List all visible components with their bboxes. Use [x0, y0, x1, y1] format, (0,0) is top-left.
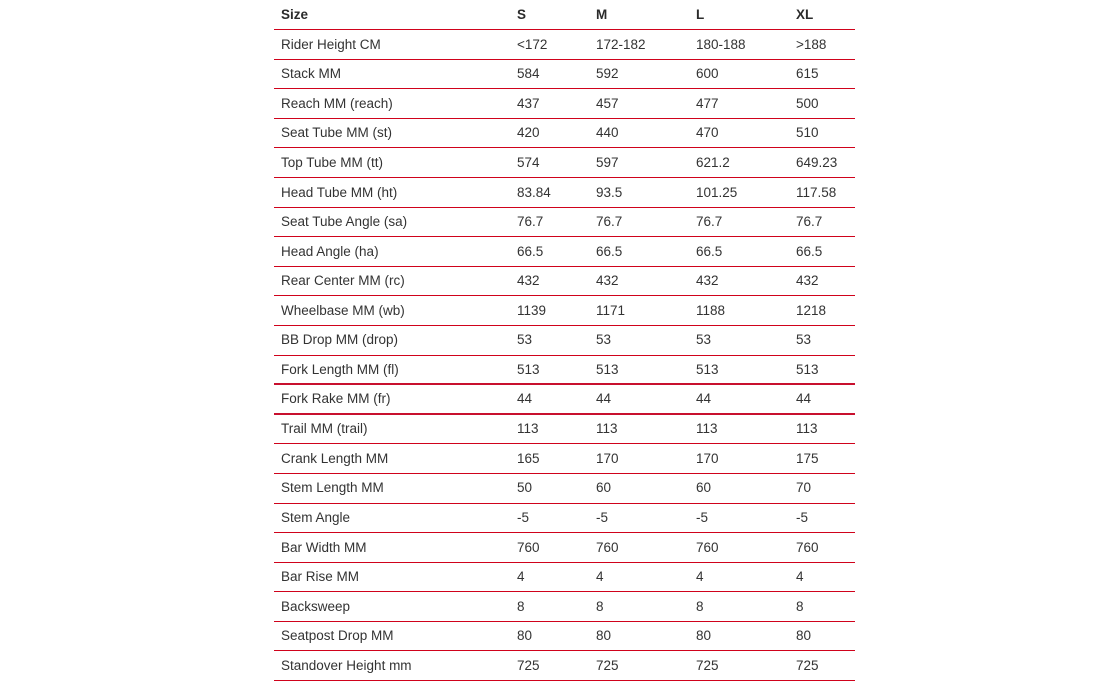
row-value: 725	[596, 658, 619, 674]
table-row	[274, 563, 855, 593]
row-label: Standover Height mm	[281, 658, 412, 674]
row-value: 70	[796, 480, 812, 496]
row-label: Seatpost Drop MM	[281, 628, 394, 644]
row-value: 83.84	[517, 184, 551, 200]
row-value: 113	[596, 421, 618, 437]
row-value: 760	[596, 539, 619, 555]
row-label: Rider Height CM	[281, 36, 381, 52]
row-value: 76.7	[517, 214, 544, 230]
row-label: Fork Length MM (fl)	[281, 361, 399, 377]
row-value: 760	[796, 539, 819, 555]
row-value: 50	[517, 480, 533, 496]
row-value: 725	[696, 658, 719, 674]
row-value: 4	[596, 569, 604, 585]
table-row	[274, 89, 855, 119]
header-size: Size	[281, 6, 309, 22]
row-value: 44	[696, 391, 712, 407]
row-value: 437	[517, 95, 540, 111]
row-label: Head Tube MM (ht)	[281, 184, 398, 200]
table-row	[274, 504, 855, 534]
row-label: Wheelbase MM (wb)	[281, 302, 405, 318]
row-value: 760	[517, 539, 540, 555]
row-label: Stem Length MM	[281, 480, 384, 496]
row-value: 66.5	[696, 243, 723, 259]
table-row	[274, 651, 855, 681]
table-row	[274, 533, 855, 563]
row-value: 113	[696, 421, 718, 437]
table-row	[274, 267, 855, 297]
table-row	[274, 444, 855, 474]
header-l: L	[696, 6, 705, 22]
row-value: 60	[596, 480, 612, 496]
row-value: 420	[517, 125, 540, 141]
table-row	[274, 296, 855, 326]
table-row	[274, 30, 855, 60]
row-value: <172	[517, 36, 548, 52]
row-label: Trail MM (trail)	[281, 421, 368, 437]
table-row	[274, 592, 855, 622]
row-value: 597	[596, 154, 619, 170]
row-value: -5	[596, 510, 609, 526]
row-value: 725	[796, 658, 819, 674]
row-value: 113	[796, 421, 818, 437]
row-value: 432	[517, 273, 540, 289]
row-value: 165	[517, 450, 540, 466]
row-value: 600	[696, 66, 719, 82]
row-value: 615	[796, 66, 819, 82]
row-value: 470	[696, 125, 719, 141]
row-value: 513	[596, 361, 619, 377]
table-row	[274, 622, 855, 652]
row-value: 66.5	[517, 243, 544, 259]
row-value: 4	[796, 569, 804, 585]
row-value: 457	[596, 95, 619, 111]
row-label: Reach MM (reach)	[281, 95, 393, 111]
row-label: Stack MM	[281, 66, 342, 82]
row-value: 53	[596, 332, 612, 348]
row-value: 170	[696, 450, 719, 466]
row-label: Rear Center MM (rc)	[281, 273, 405, 289]
table-row	[274, 474, 855, 504]
row-value: 500	[796, 95, 819, 111]
row-label: Backsweep	[281, 598, 351, 614]
row-value: 93.5	[596, 184, 623, 200]
row-value: 180-188	[696, 36, 746, 52]
row-value: 1171	[596, 302, 626, 318]
row-value: 101.25	[696, 184, 738, 200]
row-value: 513	[696, 361, 719, 377]
row-value: 1218	[796, 302, 827, 318]
row-value: 76.7	[596, 214, 623, 230]
header-m: M	[596, 6, 608, 22]
row-value: 584	[517, 66, 540, 82]
row-value: 513	[796, 361, 819, 377]
row-value: 66.5	[596, 243, 623, 259]
header-xl: XL	[796, 6, 814, 22]
row-value: 4	[696, 569, 704, 585]
row-value: 44	[517, 391, 533, 407]
table-row	[274, 356, 855, 386]
row-value: 76.7	[696, 214, 723, 230]
row-value: 60	[696, 480, 712, 496]
row-value: 513	[517, 361, 540, 377]
row-label: Top Tube MM (tt)	[281, 154, 384, 170]
row-value: 170	[596, 450, 619, 466]
row-value: >188	[796, 36, 827, 52]
row-value: 477	[696, 95, 719, 111]
table-row	[274, 415, 855, 445]
row-value: 592	[596, 66, 619, 82]
row-value: 4	[517, 569, 525, 585]
row-value: 8	[796, 598, 804, 614]
table-row	[274, 119, 855, 149]
table-row	[274, 208, 855, 238]
row-value: 760	[696, 539, 719, 555]
row-value: 8	[696, 598, 704, 614]
table-body	[274, 30, 855, 681]
row-value: 66.5	[796, 243, 823, 259]
row-value: 725	[517, 658, 540, 674]
row-value: 8	[596, 598, 604, 614]
table-row	[274, 178, 855, 208]
row-label: BB Drop MM (drop)	[281, 332, 399, 348]
row-value: -5	[796, 510, 809, 526]
row-value: 432	[796, 273, 819, 289]
table-row	[274, 60, 855, 90]
row-value: 649.23	[796, 154, 838, 170]
row-label: Crank Length MM	[281, 450, 389, 466]
row-value: 53	[796, 332, 812, 348]
row-value: 113	[517, 421, 539, 437]
row-value: 8	[517, 598, 525, 614]
row-value: 621.2	[696, 154, 730, 170]
row-value: 432	[596, 273, 619, 289]
row-value: 1139	[517, 302, 547, 318]
row-value: 574	[517, 154, 540, 170]
row-value: 53	[696, 332, 712, 348]
row-value: 1188	[696, 302, 726, 318]
row-value: 80	[696, 628, 712, 644]
row-label: Fork Rake MM (fr)	[281, 391, 391, 407]
table-row	[274, 326, 855, 356]
row-label: Bar Width MM	[281, 539, 367, 555]
geometry-table	[274, 0, 855, 681]
table-row	[274, 237, 855, 267]
table-row	[274, 148, 855, 178]
row-label: Stem Angle	[281, 510, 351, 526]
row-value: 175	[796, 450, 819, 466]
row-label: Seat Tube MM (st)	[281, 125, 393, 141]
row-value: 53	[517, 332, 533, 348]
row-value: 172-182	[596, 36, 646, 52]
row-value: 76.7	[796, 214, 823, 230]
row-value: 44	[796, 391, 812, 407]
row-value: 80	[596, 628, 612, 644]
row-label: Bar Rise MM	[281, 569, 360, 585]
row-value: 510	[796, 125, 819, 141]
row-value: 117.58	[796, 184, 837, 200]
table-row	[274, 385, 855, 415]
row-value: 80	[517, 628, 533, 644]
table-header-row	[274, 0, 855, 30]
row-value: -5	[696, 510, 709, 526]
row-value: 44	[596, 391, 612, 407]
row-value: -5	[517, 510, 530, 526]
row-label: Head Angle (ha)	[281, 243, 379, 259]
row-value: 440	[596, 125, 619, 141]
row-value: 432	[696, 273, 719, 289]
row-value: 80	[796, 628, 812, 644]
header-s: S	[517, 6, 527, 22]
row-label: Seat Tube Angle (sa)	[281, 214, 408, 230]
